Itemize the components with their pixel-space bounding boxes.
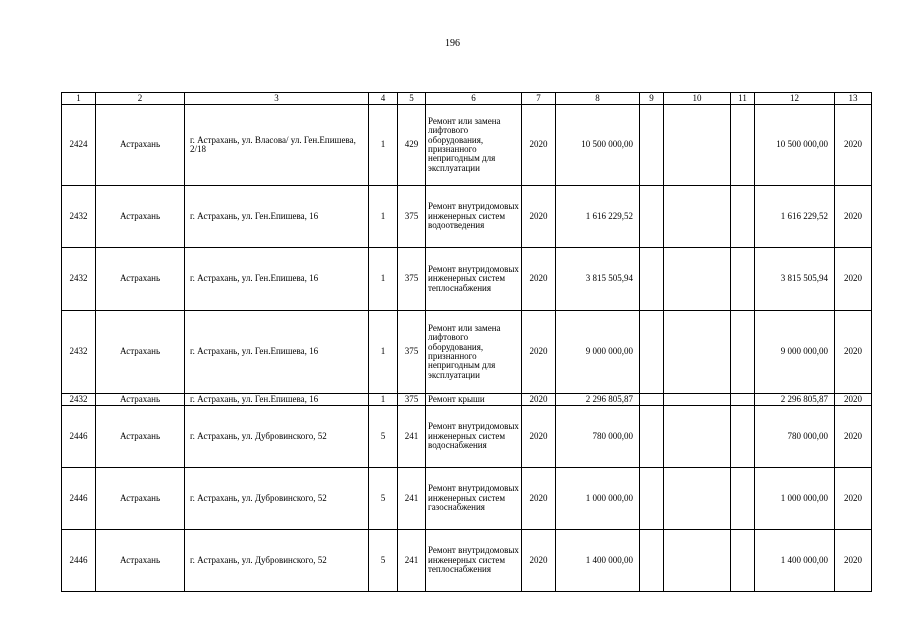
fund-cost-cell: 10 500 000,00 — [755, 105, 835, 186]
work-type-cell: Ремонт крыши — [426, 394, 522, 406]
column-header: 9 — [640, 93, 664, 105]
col-10-value-cell — [664, 406, 731, 468]
col-10-value-cell — [664, 186, 731, 248]
col-11-value-cell — [731, 406, 755, 468]
col-9-value-cell — [640, 530, 664, 592]
work-type-cell: Ремонт или замена лифтового оборудования, признанного непригодным для эксплуатации — [426, 105, 522, 186]
table-row — [62, 105, 872, 186]
col-10-value-cell — [664, 105, 731, 186]
column-header: 7 — [522, 93, 556, 105]
column-header: 4 — [369, 93, 398, 105]
column-number-row — [62, 93, 872, 105]
fund-cost-cell: 1 616 229,52 — [755, 186, 835, 248]
record-id-cell: 2424 — [62, 105, 96, 186]
col-5-value-cell: 375 — [398, 186, 426, 248]
repair-program-table — [61, 92, 872, 592]
col-4-value-cell: 1 — [369, 248, 398, 311]
completion-year-cell: 2020 — [835, 105, 872, 186]
municipality-cell: Астрахань — [96, 311, 185, 394]
completion-year-cell: 2020 — [835, 394, 872, 406]
work-type-cell: Ремонт внутридомовых инженерных систем водоснабжения — [426, 406, 522, 468]
col-11-value-cell — [731, 394, 755, 406]
municipality-cell: Астрахань — [96, 105, 185, 186]
total-cost-cell: 780 000,00 — [556, 406, 640, 468]
fund-cost-cell: 9 000 000,00 — [755, 311, 835, 394]
address-cell: г. Астрахань, ул. Ген.Епишева, 16 — [185, 311, 369, 394]
address-cell: г. Астрахань, ул. Ген.Епишева, 16 — [185, 248, 369, 311]
col-11-value-cell — [731, 248, 755, 311]
col-5-value-cell: 375 — [398, 311, 426, 394]
column-header: 6 — [426, 93, 522, 105]
col-4-value-cell: 5 — [369, 468, 398, 530]
year-cell: 2020 — [522, 530, 556, 592]
year-cell: 2020 — [522, 394, 556, 406]
col-4-value-cell: 5 — [369, 530, 398, 592]
table-body — [62, 93, 872, 592]
col-5-value-cell: 241 — [398, 406, 426, 468]
total-cost-cell: 2 296 805,87 — [556, 394, 640, 406]
record-id-cell: 2432 — [62, 311, 96, 394]
municipality-cell: Астрахань — [96, 406, 185, 468]
table-row — [62, 248, 872, 311]
work-type-cell: Ремонт внутридомовых инженерных систем водоотведения — [426, 186, 522, 248]
col-10-value-cell — [664, 311, 731, 394]
col-9-value-cell — [640, 105, 664, 186]
year-cell: 2020 — [522, 468, 556, 530]
work-type-cell: Ремонт внутридомовых инженерных систем теплоснабжения — [426, 530, 522, 592]
fund-cost-cell: 780 000,00 — [755, 406, 835, 468]
col-4-value-cell: 1 — [369, 394, 398, 406]
col-10-value-cell — [664, 394, 731, 406]
col-11-value-cell — [731, 311, 755, 394]
col-10-value-cell — [664, 248, 731, 311]
fund-cost-cell: 3 815 505,94 — [755, 248, 835, 311]
municipality-cell: Астрахань — [96, 468, 185, 530]
col-11-value-cell — [731, 105, 755, 186]
col-11-value-cell — [731, 530, 755, 592]
column-header: 10 — [664, 93, 731, 105]
fund-cost-cell: 2 296 805,87 — [755, 394, 835, 406]
table-row — [62, 406, 872, 468]
fund-cost-cell: 1 400 000,00 — [755, 530, 835, 592]
table-row — [62, 186, 872, 248]
address-cell: г. Астрахань, ул. Ген.Епишева, 16 — [185, 394, 369, 406]
completion-year-cell: 2020 — [835, 530, 872, 592]
col-10-value-cell — [664, 530, 731, 592]
record-id-cell: 2446 — [62, 468, 96, 530]
municipality-cell: Астрахань — [96, 394, 185, 406]
year-cell: 2020 — [522, 248, 556, 311]
address-cell: г. Астрахань, ул. Дубровинского, 52 — [185, 406, 369, 468]
record-id-cell: 2432 — [62, 186, 96, 248]
col-5-value-cell: 375 — [398, 248, 426, 311]
col-10-value-cell — [664, 468, 731, 530]
completion-year-cell: 2020 — [835, 311, 872, 394]
municipality-cell: Астрахань — [96, 186, 185, 248]
table-row — [62, 311, 872, 394]
record-id-cell: 2446 — [62, 530, 96, 592]
column-header: 1 — [62, 93, 96, 105]
col-9-value-cell — [640, 248, 664, 311]
completion-year-cell: 2020 — [835, 468, 872, 530]
column-header: 5 — [398, 93, 426, 105]
col-9-value-cell — [640, 406, 664, 468]
year-cell: 2020 — [522, 311, 556, 394]
col-4-value-cell: 5 — [369, 406, 398, 468]
completion-year-cell: 2020 — [835, 186, 872, 248]
year-cell: 2020 — [522, 105, 556, 186]
col-4-value-cell: 1 — [369, 186, 398, 248]
address-cell: г. Астрахань, ул. Дубровинского, 52 — [185, 530, 369, 592]
col-5-value-cell: 241 — [398, 530, 426, 592]
page-number: 196 — [445, 38, 460, 49]
total-cost-cell: 1 616 229,52 — [556, 186, 640, 248]
year-cell: 2020 — [522, 406, 556, 468]
table-row — [62, 530, 872, 592]
total-cost-cell: 3 815 505,94 — [556, 248, 640, 311]
column-header: 8 — [556, 93, 640, 105]
col-11-value-cell — [731, 186, 755, 248]
column-header: 13 — [835, 93, 872, 105]
total-cost-cell: 9 000 000,00 — [556, 311, 640, 394]
address-cell: г. Астрахань, ул. Дубровинского, 52 — [185, 468, 369, 530]
column-header: 12 — [755, 93, 835, 105]
total-cost-cell: 1 000 000,00 — [556, 468, 640, 530]
col-5-value-cell: 375 — [398, 394, 426, 406]
column-header: 2 — [96, 93, 185, 105]
work-type-cell: Ремонт или замена лифтового оборудования, признанного непригодным для эксплуатации — [426, 311, 522, 394]
address-cell: г. Астрахань, ул. Ген.Епишева, 16 — [185, 186, 369, 248]
municipality-cell: Астрахань — [96, 248, 185, 311]
completion-year-cell: 2020 — [835, 248, 872, 311]
col-5-value-cell: 241 — [398, 468, 426, 530]
table-row — [62, 468, 872, 530]
col-9-value-cell — [640, 468, 664, 530]
work-type-cell: Ремонт внутридомовых инженерных систем теплоснабжения — [426, 248, 522, 311]
year-cell: 2020 — [522, 186, 556, 248]
col-9-value-cell — [640, 186, 664, 248]
column-header: 11 — [731, 93, 755, 105]
col-4-value-cell: 1 — [369, 105, 398, 186]
municipality-cell: Астрахань — [96, 530, 185, 592]
completion-year-cell: 2020 — [835, 406, 872, 468]
col-9-value-cell — [640, 394, 664, 406]
address-cell: г. Астрахань, ул. Власова/ ул. Ген.Епишева, 2/18 — [185, 105, 369, 186]
total-cost-cell: 1 400 000,00 — [556, 530, 640, 592]
fund-cost-cell: 1 000 000,00 — [755, 468, 835, 530]
column-header: 3 — [185, 93, 369, 105]
record-id-cell: 2446 — [62, 406, 96, 468]
work-type-cell: Ремонт внутридомовых инженерных систем газоснабжения — [426, 468, 522, 530]
record-id-cell: 2432 — [62, 248, 96, 311]
record-id-cell: 2432 — [62, 394, 96, 406]
col-11-value-cell — [731, 468, 755, 530]
col-4-value-cell: 1 — [369, 311, 398, 394]
col-5-value-cell: 429 — [398, 105, 426, 186]
total-cost-cell: 10 500 000,00 — [556, 105, 640, 186]
table-row — [62, 394, 872, 406]
col-9-value-cell — [640, 311, 664, 394]
